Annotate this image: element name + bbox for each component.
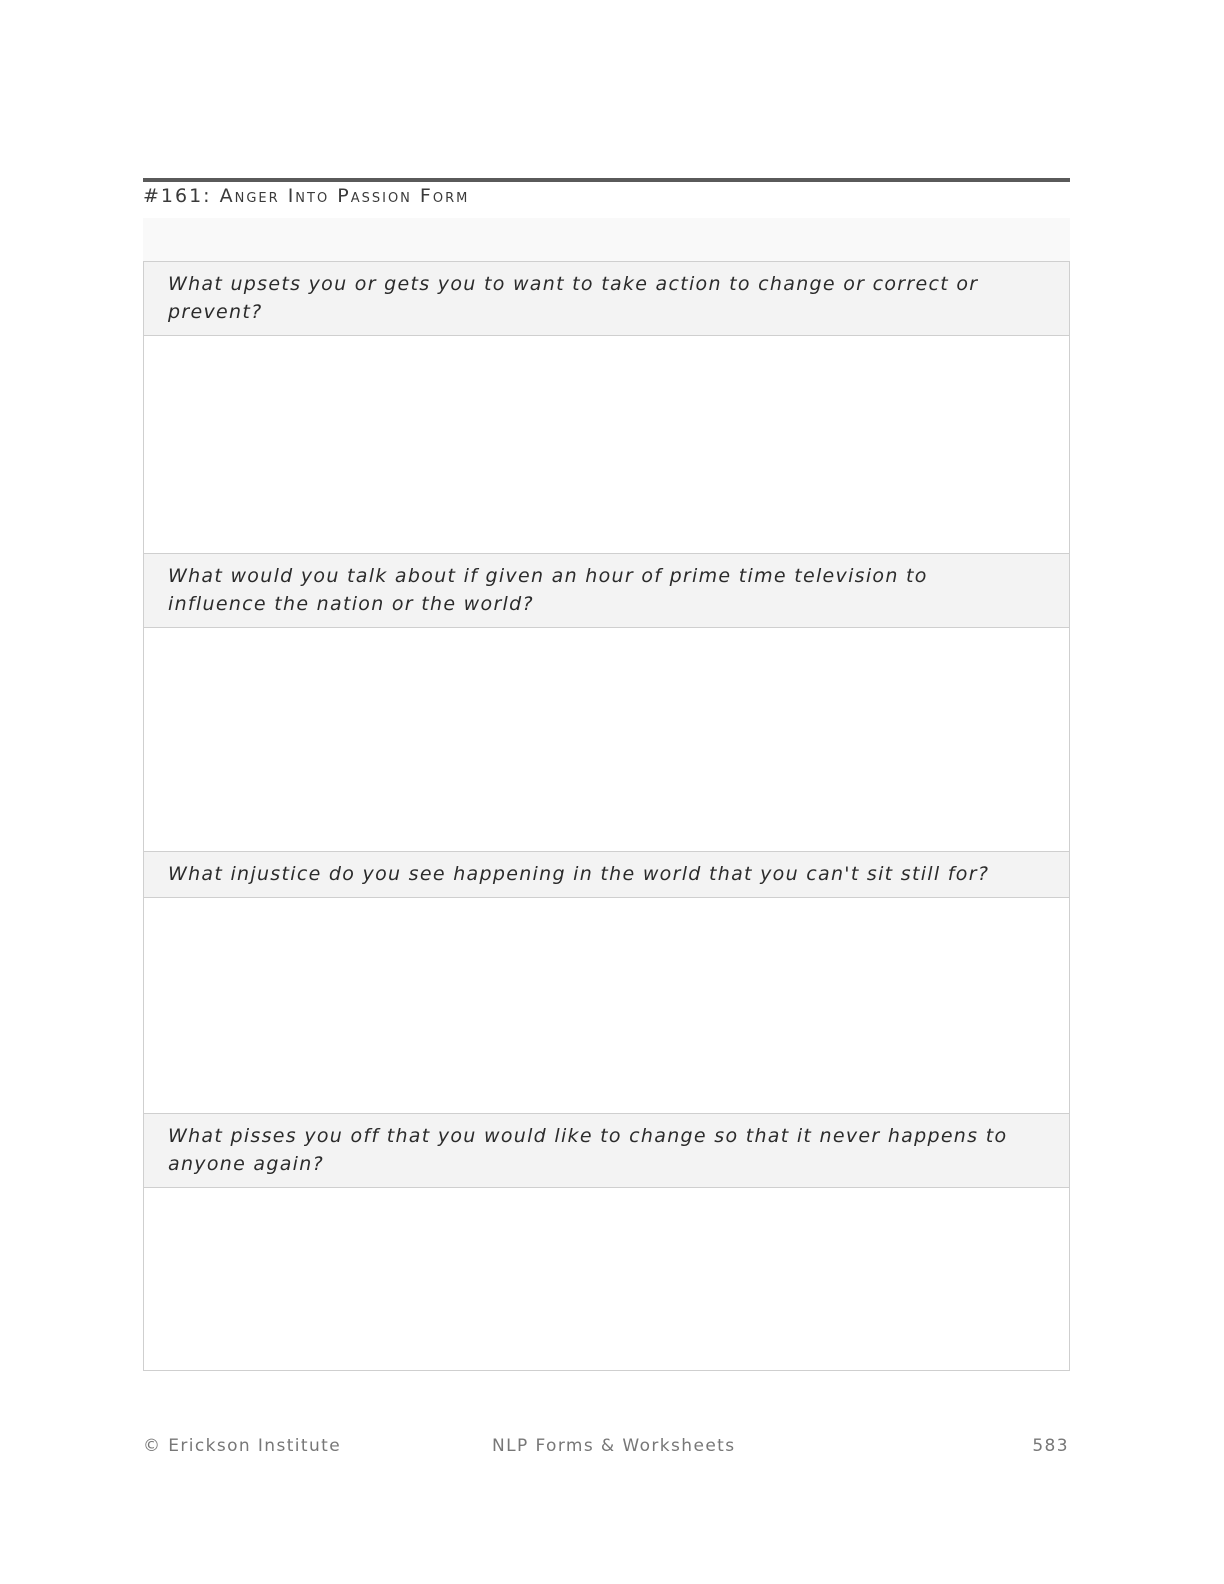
footer-page-number: 583 — [1032, 1436, 1069, 1456]
title-rule — [143, 178, 1070, 182]
answer-row — [144, 1188, 1070, 1371]
answer-field-3[interactable] — [144, 898, 1070, 1114]
question-1: What upsets you or gets you to want to take action to change or correct or prevent? — [144, 262, 1070, 336]
footer-book-title: NLP Forms & Worksheets — [492, 1436, 736, 1456]
form-title: #161: Anger Into Passion Form — [143, 185, 470, 207]
answer-row — [144, 628, 1070, 852]
form-table — [143, 261, 1070, 1371]
question-4: What pisses you off that you would like to change so that it never happens to anyone again? — [144, 1114, 1070, 1188]
answer-row — [144, 898, 1070, 1114]
question-3: What injustice do you see happening in the world that you can't sit still for? — [144, 852, 1070, 898]
answer-field-4[interactable] — [144, 1188, 1070, 1371]
question-row — [144, 262, 1070, 336]
footer-copyright: © Erickson Institute — [143, 1436, 342, 1456]
answer-field-1[interactable] — [144, 336, 1070, 554]
question-row — [144, 1114, 1070, 1188]
question-2: What would you talk about if given an hour of prime time television to influence the nation or the world? — [144, 554, 1070, 628]
header-band — [143, 218, 1070, 261]
answer-row — [144, 336, 1070, 554]
answer-field-2[interactable] — [144, 628, 1070, 852]
question-row — [144, 852, 1070, 898]
question-row — [144, 554, 1070, 628]
